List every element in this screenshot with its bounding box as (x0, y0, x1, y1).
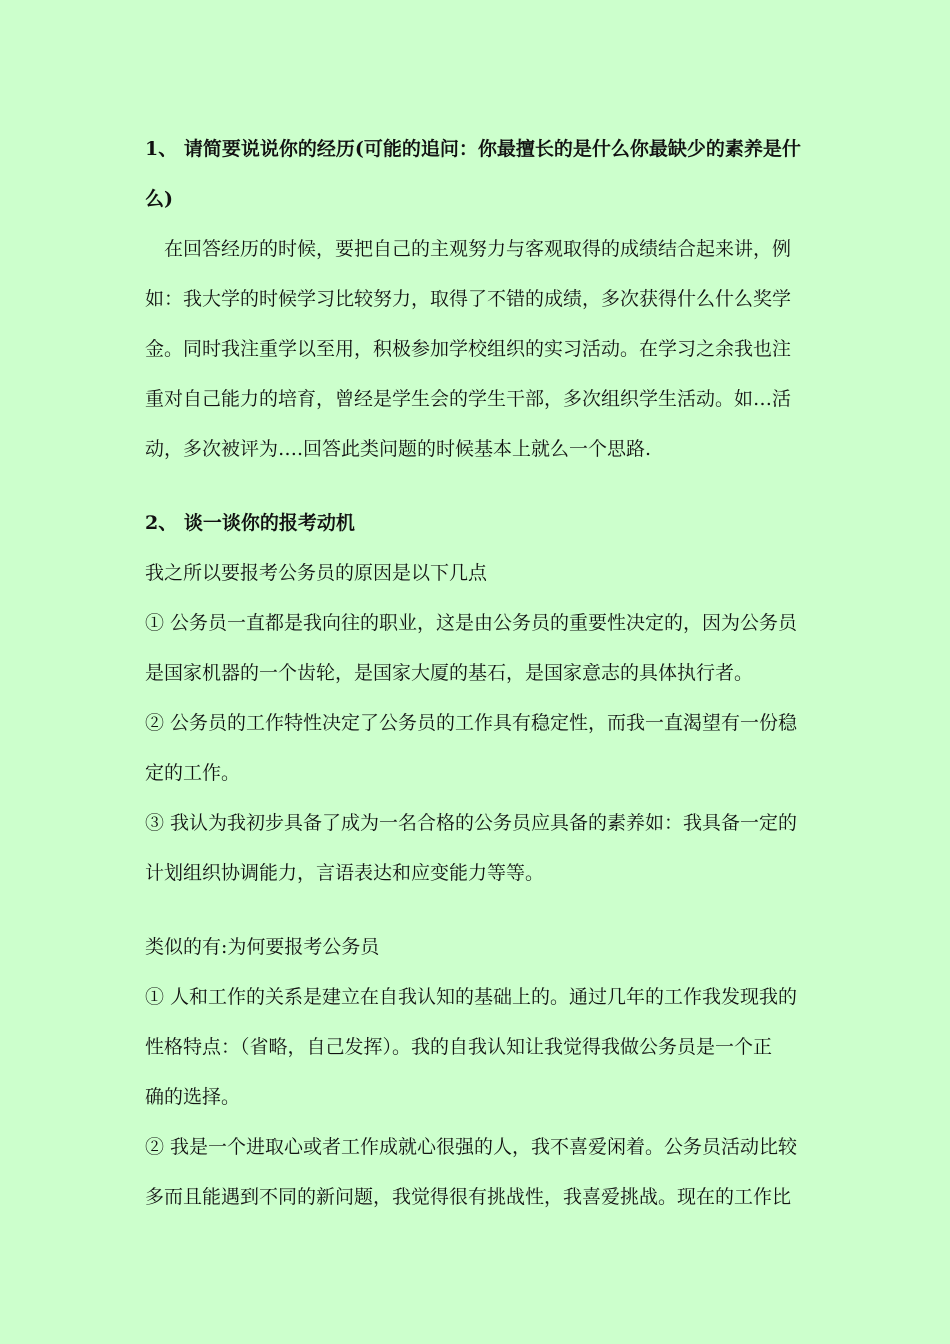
section-2-line-6: 计划组织协调能力，言语表达和应变能力等等。 (145, 862, 545, 884)
section-3-line-1: ① 人和工作的关系是建立在自我认知的基础上的。通过几年的工作我发现我的 (145, 986, 798, 1008)
section-2-heading: 2、 谈一谈你的报考动机 (145, 512, 355, 534)
section-3-line-2: 性格特点：（省略，自己发挥）。我的自我认知让我觉得我做公务员是一个正 (145, 1036, 773, 1058)
section-2-line-3: ② 公务员的工作特性决定了公务员的工作具有稳定性，而我一直渴望有一份稳 (145, 712, 798, 734)
section-2-line-2: 是国家机器的一个齿轮，是国家大厦的基石，是国家意志的具体执行者。 (145, 662, 754, 684)
section-1-paragraph-line-3: 金。同时我注重学以至用，积极参加学校组织的实习活动。在学习之余我也注 (145, 338, 792, 360)
section-1-paragraph-line-4: 重对自己能力的培育，曾经是学生会的学生干部，多次组织学生活动。如…活 (145, 388, 792, 410)
section-1-heading-line-2: 么) (145, 188, 173, 210)
section-spacer (145, 474, 805, 498)
section-3-line-5: 多而且能遇到不同的新问题，我觉得很有挑战性，我喜爱挑战。现在的工作比 (145, 1186, 792, 1208)
section-2-line-4: 定的工作。 (145, 762, 241, 784)
section-1-heading-line-1: 1、 请简要说说你的经历(可能的追问：你最擅长的是什么你最缺少的素养是什 (145, 138, 801, 160)
document-body (145, 124, 805, 1222)
section-1-paragraph-line-1: 在回答经历的时候，要把自己的主观努力与客观取得的成绩结合起来讲，例 (164, 238, 792, 260)
section-3-line-4: ② 我是一个进取心或者工作成就心很强的人，我不喜爱闲着。公务员活动比较 (145, 1136, 798, 1158)
section-spacer (145, 898, 805, 922)
section-3-intro: 类似的有:为何要报考公务员 (145, 936, 380, 958)
section-2-line-5: ③ 我认为我初步具备了成为一名合格的公务员应具备的素养如：我具备一定的 (145, 812, 798, 834)
section-3-line-3: 确的选择。 (145, 1086, 241, 1108)
section-1-paragraph-line-2: 如：我大学的时候学习比较努力，取得了不错的成绩，多次获得什么什么奖学 (145, 288, 792, 310)
section-2-intro: 我之所以要报考公务员的原因是以下几点 (145, 562, 488, 584)
section-1-paragraph-line-5: 动，多次被评为….回答此类问题的时候基本上就么一个思路. (145, 438, 652, 460)
section-2-line-1: ① 公务员一直都是我向往的职业，这是由公务员的重要性决定的，因为公务员 (145, 612, 798, 634)
